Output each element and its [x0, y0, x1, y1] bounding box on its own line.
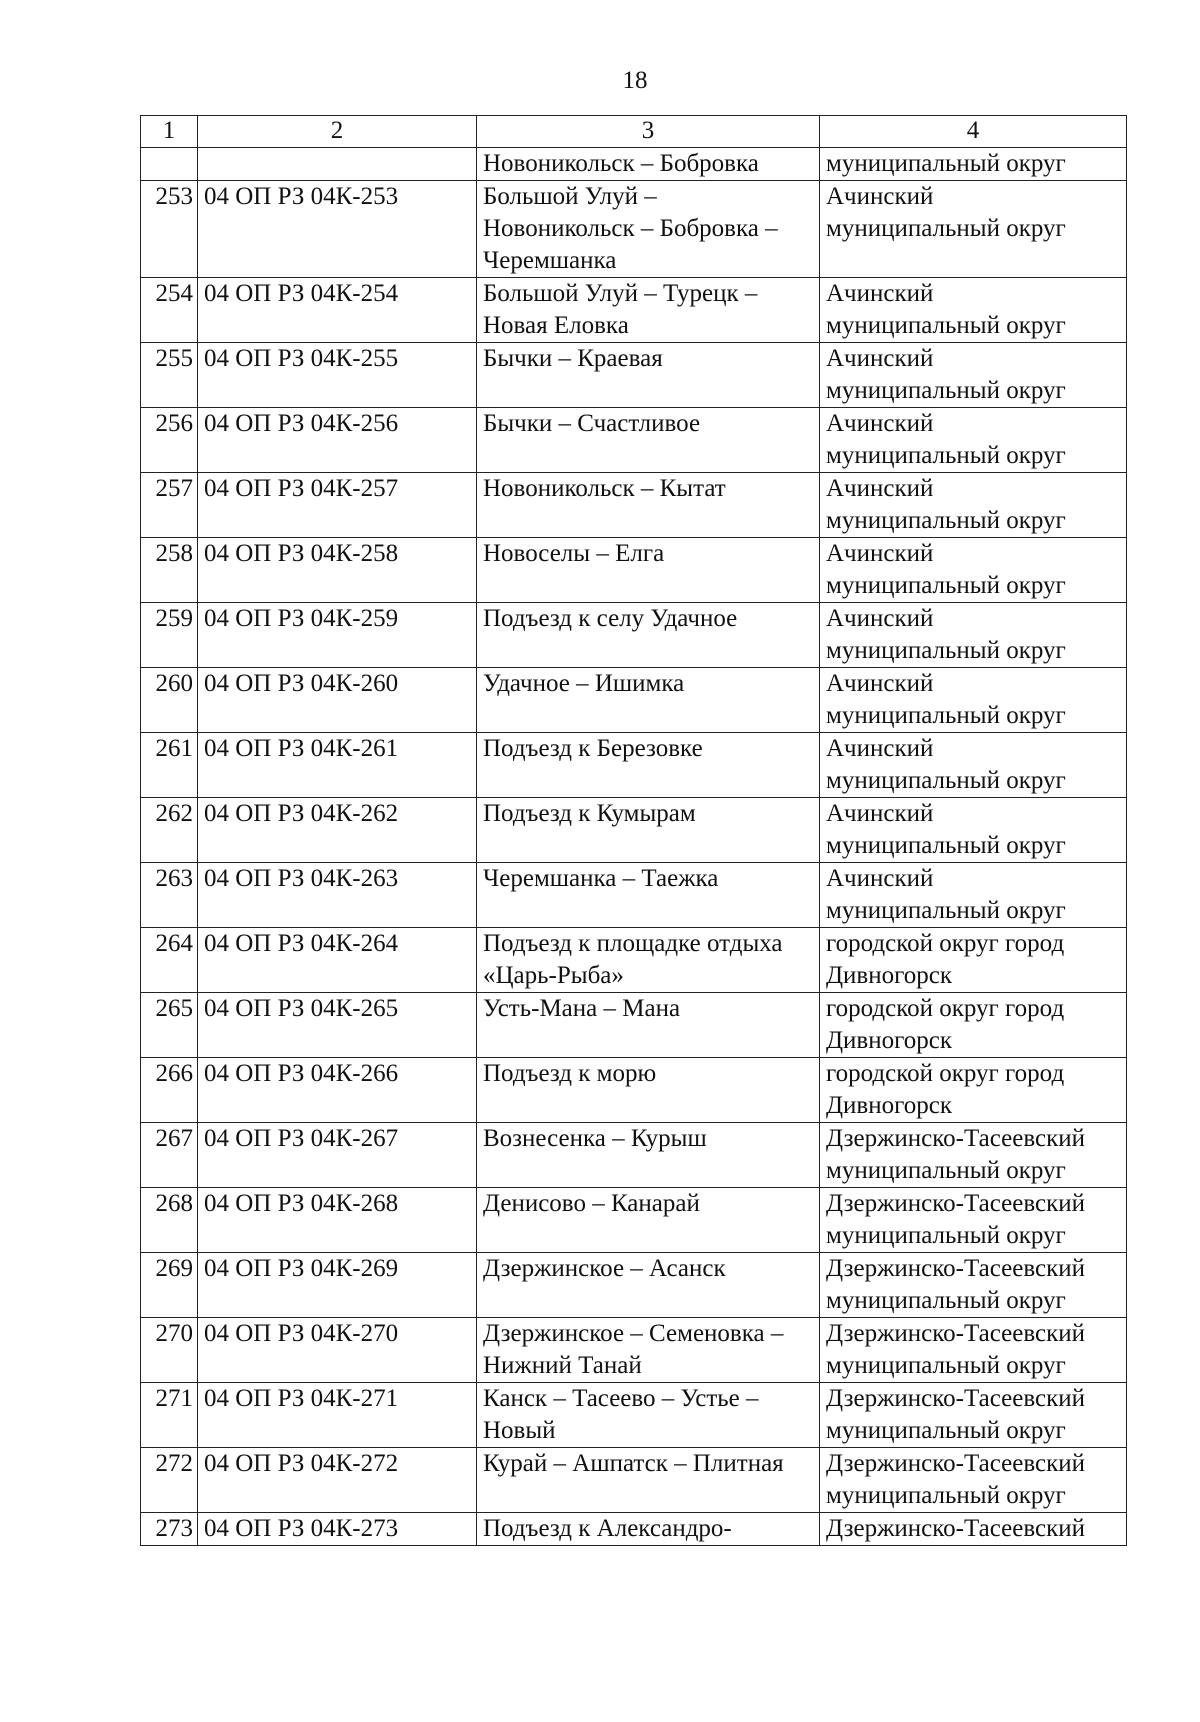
district-cell: Ачинский муниципальный округ	[820, 408, 1127, 473]
table-row	[141, 1513, 1127, 1546]
table-row	[141, 1253, 1127, 1318]
district-cell: Дзержинско-Тасеевский муниципальный округ	[820, 1383, 1127, 1448]
table-row	[141, 181, 1127, 278]
district-cell: Ачинский муниципальный округ	[820, 863, 1127, 928]
district-cell: Ачинский муниципальный округ	[820, 603, 1127, 668]
road-code-cell: 04 ОП РЗ 04К-273	[198, 1513, 477, 1546]
table-row	[141, 668, 1127, 733]
road-code-cell: 04 ОП РЗ 04К-269	[198, 1253, 477, 1318]
row-number-cell: 259	[141, 603, 198, 668]
road-code-cell: 04 ОП РЗ 04К-253	[198, 181, 477, 278]
road-code-cell: 04 ОП РЗ 04К-254	[198, 278, 477, 343]
table-row	[141, 928, 1127, 993]
district-cell: Ачинский муниципальный округ	[820, 798, 1127, 863]
table-row	[141, 1188, 1127, 1253]
road-name-cell: Вознесенка – Курыш	[477, 1123, 820, 1188]
road-code-cell: 04 ОП РЗ 04К-255	[198, 343, 477, 408]
table-header-row	[141, 116, 1127, 148]
row-number-cell: 261	[141, 733, 198, 798]
row-number-cell: 267	[141, 1123, 198, 1188]
table-row	[141, 538, 1127, 603]
row-number-cell: 255	[141, 343, 198, 408]
table-row	[141, 343, 1127, 408]
road-name-cell: Бычки – Краевая	[477, 343, 820, 408]
header-cell-4: 4	[820, 116, 1127, 148]
district-cell: Ачинский муниципальный округ	[820, 733, 1127, 798]
row-number-cell: 263	[141, 863, 198, 928]
road-code-cell: 04 ОП РЗ 04К-256	[198, 408, 477, 473]
road-name-cell: Подъезд к Александро-	[477, 1513, 820, 1546]
table-row	[141, 863, 1127, 928]
district-cell: Дзержинско-Тасеевский муниципальный округ	[820, 1448, 1127, 1513]
row-number-cell: 269	[141, 1253, 198, 1318]
road-name-cell: Усть-Мана – Мана	[477, 993, 820, 1058]
district-cell: Дзержинско-Тасеевский муниципальный округ	[820, 1188, 1127, 1253]
row-number-cell: 272	[141, 1448, 198, 1513]
district-cell: городской округ город Дивногорск	[820, 993, 1127, 1058]
row-number-cell: 257	[141, 473, 198, 538]
table-row	[141, 733, 1127, 798]
road-code-cell	[198, 148, 477, 181]
table-row	[141, 1058, 1127, 1123]
district-cell: Дзержинско-Тасеевский муниципальный округ	[820, 1318, 1127, 1383]
row-number-cell: 266	[141, 1058, 198, 1123]
road-name-cell: Курай – Ашпатск – Плитная	[477, 1448, 820, 1513]
road-code-cell: 04 ОП РЗ 04К-267	[198, 1123, 477, 1188]
district-cell: городской округ город Дивногорск	[820, 1058, 1127, 1123]
road-name-cell: Денисово – Канарай	[477, 1188, 820, 1253]
road-code-cell: 04 ОП РЗ 04К-268	[198, 1188, 477, 1253]
district-cell: Ачинский муниципальный округ	[820, 538, 1127, 603]
road-code-cell: 04 ОП РЗ 04К-266	[198, 1058, 477, 1123]
district-cell: городской округ город Дивногорск	[820, 928, 1127, 993]
row-number-cell: 253	[141, 181, 198, 278]
road-code-cell: 04 ОП РЗ 04К-264	[198, 928, 477, 993]
road-name-cell: Подъезд к Березовке	[477, 733, 820, 798]
road-code-cell: 04 ОП РЗ 04К-262	[198, 798, 477, 863]
road-code-cell: 04 ОП РЗ 04К-260	[198, 668, 477, 733]
road-code-cell: 04 ОП РЗ 04К-270	[198, 1318, 477, 1383]
road-name-cell: Черемшанка – Таежка	[477, 863, 820, 928]
row-number-cell: 268	[141, 1188, 198, 1253]
row-number-cell	[141, 148, 198, 181]
road-code-cell: 04 ОП РЗ 04К-259	[198, 603, 477, 668]
road-name-cell: Новоникольск – Кытат	[477, 473, 820, 538]
table-row	[141, 1383, 1127, 1448]
road-name-cell: Новоникольск – Бобровка	[477, 148, 820, 181]
district-cell: Ачинский муниципальный округ	[820, 181, 1127, 278]
table-row	[141, 408, 1127, 473]
road-name-cell: Новоселы – Елга	[477, 538, 820, 603]
district-cell: Дзержинско-Тасеевский муниципальный округ	[820, 1123, 1127, 1188]
header-cell-2: 2	[198, 116, 477, 148]
table-row	[141, 1448, 1127, 1513]
row-number-cell: 270	[141, 1318, 198, 1383]
district-cell: Ачинский муниципальный округ	[820, 343, 1127, 408]
district-cell: муниципальный округ	[820, 148, 1127, 181]
row-number-cell: 254	[141, 278, 198, 343]
road-code-cell: 04 ОП РЗ 04К-263	[198, 863, 477, 928]
roads-table	[140, 115, 1127, 1546]
row-number-cell: 265	[141, 993, 198, 1058]
row-number-cell: 271	[141, 1383, 198, 1448]
road-name-cell: Дзержинское – Асанск	[477, 1253, 820, 1318]
road-code-cell: 04 ОП РЗ 04К-272	[198, 1448, 477, 1513]
district-cell: Ачинский муниципальный округ	[820, 278, 1127, 343]
table-row	[141, 148, 1127, 181]
road-name-cell: Подъезд к селу Удачное	[477, 603, 820, 668]
table-row	[141, 993, 1127, 1058]
road-code-cell: 04 ОП РЗ 04К-265	[198, 993, 477, 1058]
header-cell-3: 3	[477, 116, 820, 148]
row-number-cell: 258	[141, 538, 198, 603]
district-cell: Дзержинско-Тасеевский	[820, 1513, 1127, 1546]
header-cell-1: 1	[141, 116, 198, 148]
table-row	[141, 278, 1127, 343]
row-number-cell: 273	[141, 1513, 198, 1546]
road-code-cell: 04 ОП РЗ 04К-257	[198, 473, 477, 538]
road-name-cell: Бычки – Счастливое	[477, 408, 820, 473]
table-row	[141, 798, 1127, 863]
road-name-cell: Большой Улуй – Новоникольск – Бобровка – Черемшанка	[477, 181, 820, 278]
table-row	[141, 603, 1127, 668]
road-name-cell: Подъезд к площадке отдыха «Царь-Рыба»	[477, 928, 820, 993]
table-row	[141, 1318, 1127, 1383]
district-cell: Дзержинско-Тасеевский муниципальный округ	[820, 1253, 1127, 1318]
row-number-cell: 264	[141, 928, 198, 993]
row-number-cell: 256	[141, 408, 198, 473]
district-cell: Ачинский муниципальный округ	[820, 473, 1127, 538]
road-code-cell: 04 ОП РЗ 04К-258	[198, 538, 477, 603]
table-row	[141, 473, 1127, 538]
road-name-cell: Большой Улуй – Турецк – Новая Еловка	[477, 278, 820, 343]
row-number-cell: 260	[141, 668, 198, 733]
road-name-cell: Удачное – Ишимка	[477, 668, 820, 733]
road-name-cell: Канск – Тасеево – Устье – Новый	[477, 1383, 820, 1448]
road-code-cell: 04 ОП РЗ 04К-261	[198, 733, 477, 798]
road-code-cell: 04 ОП РЗ 04К-271	[198, 1383, 477, 1448]
page-number: 18	[622, 67, 648, 94]
row-number-cell: 262	[141, 798, 198, 863]
district-cell: Ачинский муниципальный округ	[820, 668, 1127, 733]
table-row	[141, 1123, 1127, 1188]
road-name-cell: Подъезд к морю	[477, 1058, 820, 1123]
road-name-cell: Подъезд к Кумырам	[477, 798, 820, 863]
road-name-cell: Дзержинское – Семеновка – Нижний Танай	[477, 1318, 820, 1383]
